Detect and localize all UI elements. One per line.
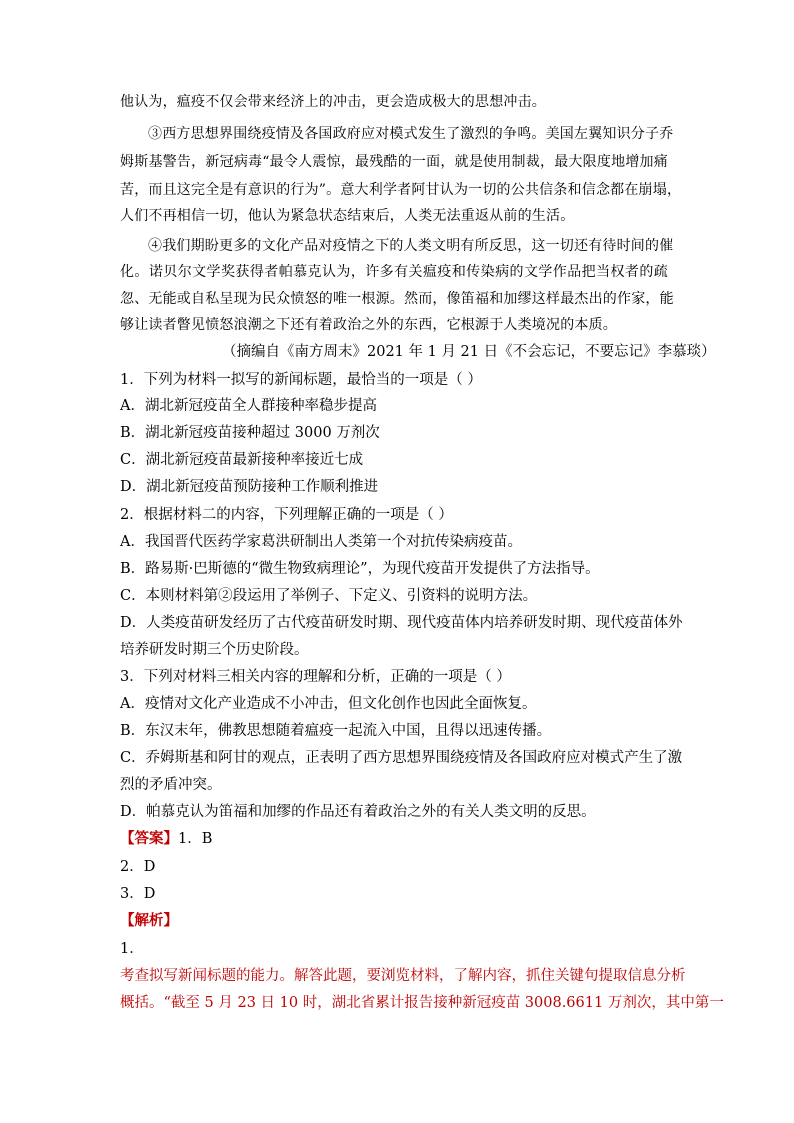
option-c: C．乔姆斯基和阿甘的观点，正表明了西方思想界围绕疫情及各国政府应对模式产生了激 xyxy=(120,750,683,766)
answer-line xyxy=(120,829,212,849)
passage-para3-line: 苦，而且这完全是有意识的行为”。意大利学者阿甘认为一切的公共信条和信念都在崩塌， xyxy=(120,182,682,198)
analysis-line: 考查拟写新闻标题的能力。解答此题，要浏览材料，了解内容，抓住关键句提取信息分析 xyxy=(120,968,686,984)
answer-1: 1．B xyxy=(178,831,213,847)
passage-para3-line: 人们不再相信一切，他认为紧急状态结束后，人类无法重返从前的生活。 xyxy=(120,208,575,224)
option-d-continued: 培养研发时期三个历史阶段。 xyxy=(120,642,309,658)
passage-source: （摘编自《南方周末》2021 年 1 月 21 日《不会忘记，不要忘记》李慕琰） xyxy=(222,344,716,360)
option-a: A．湖北新冠疫苗全人群接种率稳步提高 xyxy=(120,398,377,414)
option-b: B．湖北新冠疫苗接种超过 3000 万剂次 xyxy=(120,425,380,441)
option-b: B．东汉末年，佛教思想随着瘟疫一起流入中国，且得以迅速传播。 xyxy=(120,723,552,739)
option-c: C．湖北新冠疫苗最新接种率接近七成 xyxy=(120,452,364,468)
passage-para4-line: ④我们期盼更多的文化产品对疫情之下的人类文明有所反思，这一切还有待时间的催 xyxy=(148,238,674,254)
option-c: C．本则材料第②段运用了举例子、下定义、引资料的说明方法。 xyxy=(120,588,538,604)
option-d: D．湖北新冠疫苗预防接种工作顺利推进 xyxy=(120,479,379,495)
option-d: D．帕慕克认为笛福和加缪的作品还有着政治之外的有关人类文明的反思。 xyxy=(120,804,596,820)
passage-line: 他认为，瘟疫不仅会带来经济上的冲击，更会造成极大的思想冲击。 xyxy=(120,94,546,110)
passage-para4-line: 化。诺贝尔文学奖获得者帕慕克认为，许多有关瘟疫和传染病的文学作品把当权者的疏 xyxy=(120,264,668,280)
passage-para4-line: 够让读者瞥见愤怒浪潮之下还有着政治之外的东西，它根源于人类境况的本质。 xyxy=(120,317,617,333)
option-b: B．路易斯·巴斯德的“微生物致病理论”，为现代疫苗开发提供了方法指导。 xyxy=(120,561,600,577)
option-c-continued: 烈的矛盾冲突。 xyxy=(120,777,222,793)
answer-3: 3．D xyxy=(120,886,156,902)
option-d: D．人类疫苗研发经历了古代疫苗研发时期、现代疫苗体内培养研发时期、现代疫苗体外 xyxy=(120,615,683,631)
passage-para3-line: 姆斯基警告，新冠病毒“最令人震惊，最残酷的一面，就是使用制裁，最大限度地增加痛 xyxy=(120,154,668,170)
question-stem: 1．下列为材料一拟写的新闻标题，最恰当的一项是（ ） xyxy=(120,372,482,388)
question-stem: 2．根据材料二的内容，下列理解正确的一项是（ ） xyxy=(120,507,453,523)
analysis-label: 【解析】 xyxy=(120,912,178,929)
option-a: A．我国晋代医药学家葛洪研制出人类第一个对抗传染病疫苗。 xyxy=(120,534,522,550)
answer-label: 【答案】 xyxy=(120,830,178,847)
answer-2: 2．D xyxy=(120,859,156,875)
question-stem: 3．下列对材料三相关内容的理解和分析，正确的一项是（ ） xyxy=(120,669,511,685)
option-a: A．疫情对文化产业造成不小冲击，但文化创作也因此全面恢复。 xyxy=(120,696,537,712)
analysis-line: 概括。“截至 5 月 23 日 10 时，湖北省累计报告接种新冠疫苗 3008.6611 万剂次，其中第一 xyxy=(120,995,724,1011)
analysis-number: 1． xyxy=(120,941,144,957)
passage-para3-line: ③西方思想界围绕疫情及各国政府应对模式发生了激烈的争鸣。美国左翼知识分子乔 xyxy=(148,126,674,142)
passage-para4-line: 忽、无能或自私呈现为民众愤怒的唯一根源。然而，像笛福和加缪这样最杰出的作家，能 xyxy=(120,291,674,307)
